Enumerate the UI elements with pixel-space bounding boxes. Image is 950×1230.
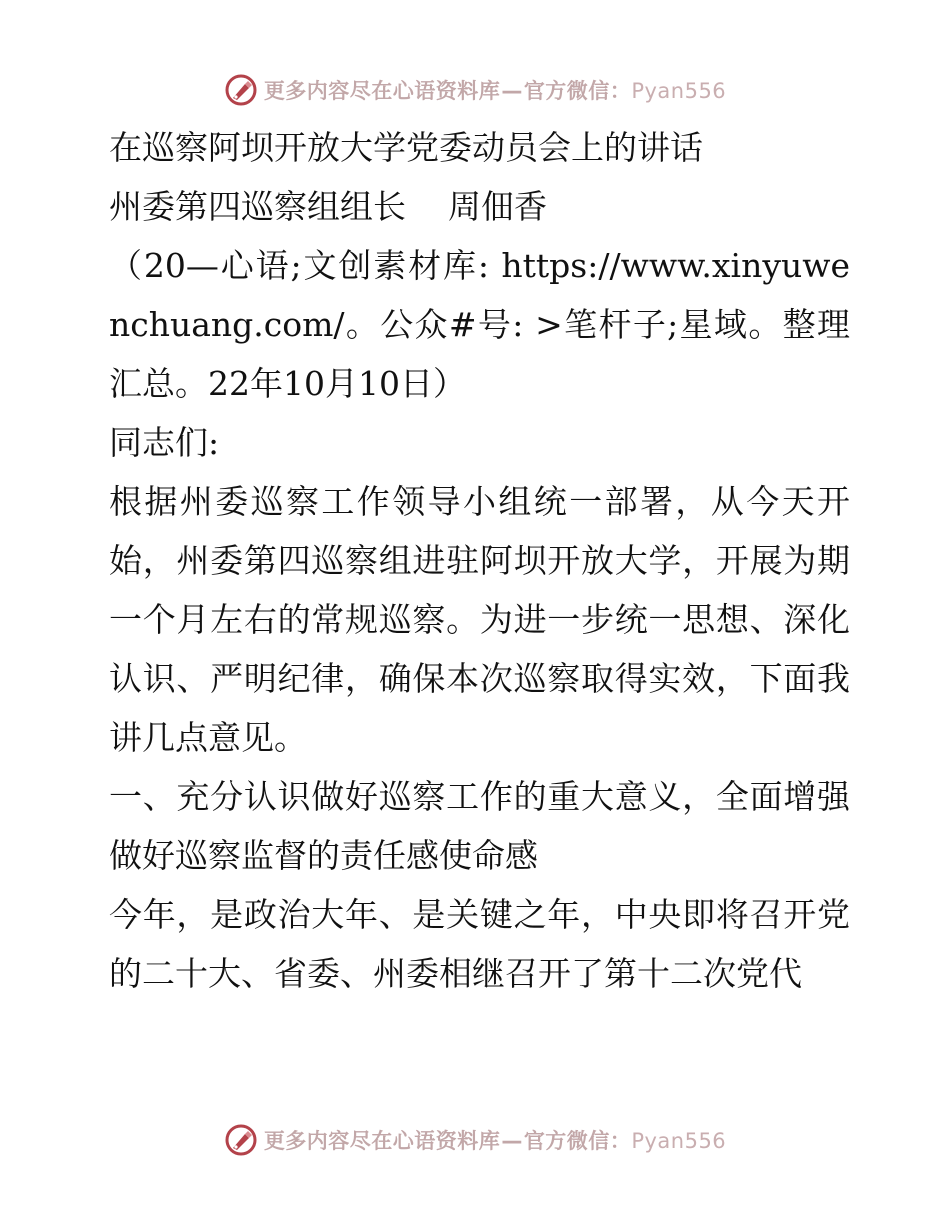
body-paragraph: 今年，是政治大年、是关键之年，中央即将召开党的二十大、省委、州委相继召开了第十二次党代 (109, 895, 850, 993)
document-body (98, 118, 850, 1003)
section-heading: 一、充分认识做好巡察工作的重大意义，全面增强做好巡察监督的责任感使命感 (109, 777, 850, 875)
document-title: 在巡察阿坝开放大学党委动员会上的讲话 (109, 128, 703, 167)
pen-logo-icon (224, 1123, 258, 1157)
body-paragraph: 根据州委巡察工作领导小组统一部署，从今天开始，州委第四巡察组进驻阿坝开放大学，开展为期一个月左右的常规巡察。为进一步统一思想、深化认识、严明纪律，确保本次巡察取得实效，下面我讲几点意见。 (109, 482, 850, 757)
footer-watermark-banner (0, 1120, 950, 1160)
pen-logo-icon (224, 73, 258, 107)
author-line: 州委第四巡察组组长 周佃香 (109, 187, 547, 226)
watermark-text: 更多内容尽在心语资料库—官方微信：Pyan556 (263, 1129, 727, 1153)
header-watermark-banner (0, 70, 950, 110)
source-note: （20—心语;文创素材库: https://www.xinyuwenchuang.com/。公众#号: >笔杆子;星域。整理汇总。22年10月10日） (109, 246, 850, 403)
watermark-text: 更多内容尽在心语资料库—官方微信：Pyan556 (263, 79, 727, 103)
salutation: 同志们: (109, 423, 220, 462)
